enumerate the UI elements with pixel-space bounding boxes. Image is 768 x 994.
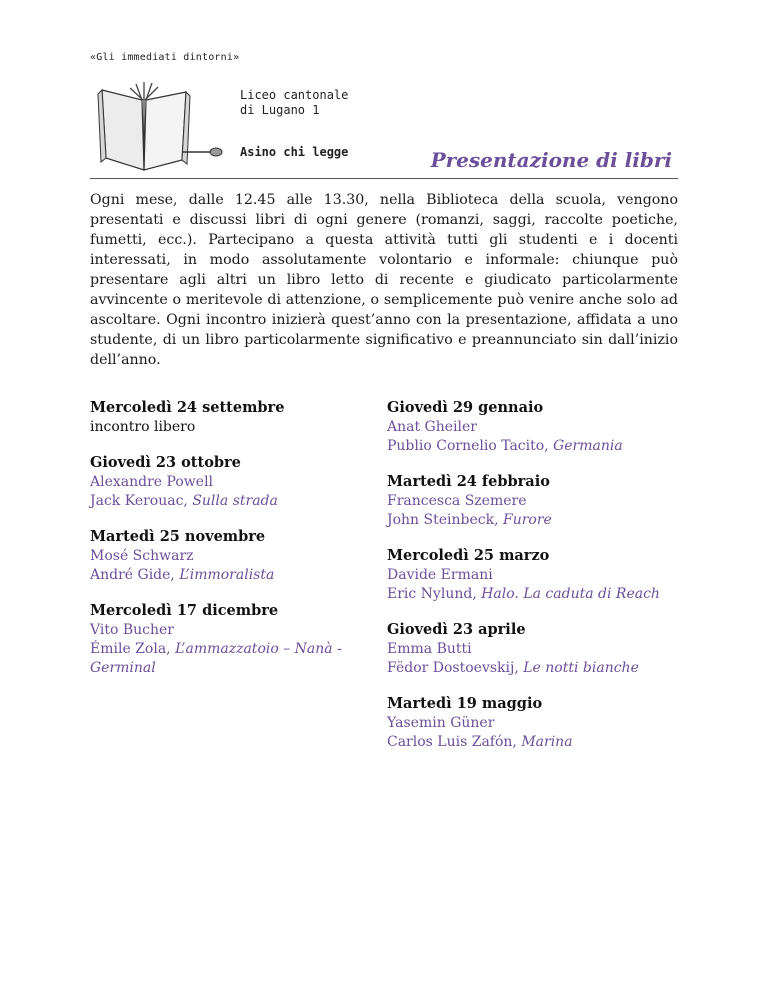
events-column-right: [387, 398, 687, 768]
event-item: [387, 472, 687, 530]
event-item: [387, 398, 687, 456]
event-item: [90, 601, 370, 678]
book-author: Émile Zola,: [90, 641, 176, 657]
event-presenter: Alexandre Powell: [90, 474, 214, 490]
book-title: Furore: [503, 512, 552, 528]
event-date: Martedì 19 maggio: [387, 695, 543, 712]
event-book: [387, 511, 687, 530]
open-book-with-spoon-icon: [92, 78, 242, 174]
event-book: [90, 566, 370, 585]
series-label: «Gli immediati dintorni»: [90, 52, 240, 63]
event-presenter: Mosé Schwarz: [90, 548, 194, 564]
book-author: Eric Nylund,: [387, 586, 482, 602]
book-author: André Gide,: [90, 567, 180, 583]
event-date: Mercoledì 25 marzo: [387, 547, 550, 564]
book-author: Carlos Luis Zafón,: [387, 734, 522, 750]
event-item: [387, 694, 687, 752]
event-presenter: Francesca Szemere: [387, 493, 527, 509]
event-date: Martedì 25 novembre: [90, 528, 266, 545]
book-author: Publio Cornelio Tacito,: [387, 438, 554, 454]
event-date: Mercoledì 17 dicembre: [90, 602, 279, 619]
event-date: Mercoledì 24 settembre: [90, 399, 285, 416]
book-author: Fëdor Dostoevskij,: [387, 660, 524, 676]
event-book: [90, 640, 370, 678]
events-column-left: [90, 398, 370, 694]
intro-paragraph: Ogni mese, dalle 12.45 alle 13.30, nella Biblioteca della scuola, vengono presentati e discussi libri di ogni genere (romanzi, saggi, raccolte poetiche, fumetti, ecc.). Partecipano a questa attività tutti gli studenti e i docenti interessati, in modo assolutamente volontario e informale: chiunque può presentare agli altri un libro letto di recente e giudicato particolarmente avvincente o meritevole di attenzione, o semplicemente può venire anche solo ad ascoltare. Ogni incontro inizierà quest’anno con la presentazione, affidata a uno studente, di un libro particolarmente significativo e preannunciato sin dall’inizio dell’anno.: [90, 192, 678, 368]
event-date: Giovedì 29 gennaio: [387, 399, 544, 416]
event-date: Giovedì 23 aprile: [387, 621, 526, 638]
book-author: Jack Kerouac,: [90, 493, 193, 509]
event-item: [387, 620, 687, 678]
event-book: [387, 733, 687, 752]
event-item: [90, 453, 370, 511]
event-item: [90, 398, 370, 437]
event-presenter: Yasemin Güner: [387, 715, 495, 731]
event-presenter: Emma Butti: [387, 641, 472, 657]
event-book: [387, 659, 687, 678]
event-date: Giovedì 23 ottobre: [90, 454, 241, 471]
book-author: John Steinbeck,: [387, 512, 503, 528]
book-title: L’ammazzatoio – Nanà - Germinal: [90, 641, 342, 676]
page-title: Presentazione di libri: [430, 148, 672, 172]
event-book: [387, 585, 687, 604]
event-presenter: Vito Bucher: [90, 622, 174, 638]
event-presenter: Anat Gheiler: [387, 419, 477, 435]
book-title: Halo. La caduta di Reach: [481, 586, 660, 602]
book-title: L’immoralista: [179, 567, 275, 583]
event-book: [90, 492, 370, 511]
event-note: incontro libero: [90, 419, 196, 435]
school-line-2: di Lugano 1: [240, 103, 320, 117]
event-item: [90, 527, 370, 585]
book-title: Germania: [553, 438, 623, 454]
school-name: [240, 88, 348, 118]
event-item: [387, 546, 687, 604]
event-date: Martedì 24 febbraio: [387, 473, 550, 490]
book-title: Sulla strada: [192, 493, 278, 509]
book-title: Marina: [521, 734, 573, 750]
event-presenter: Davide Ermani: [387, 567, 493, 583]
tagline: Asino chi legge: [240, 145, 349, 159]
header-divider: [90, 178, 678, 179]
book-title: Le notti bianche: [523, 660, 639, 676]
event-book: [387, 437, 687, 456]
school-line-1: Liceo cantonale: [240, 88, 349, 102]
